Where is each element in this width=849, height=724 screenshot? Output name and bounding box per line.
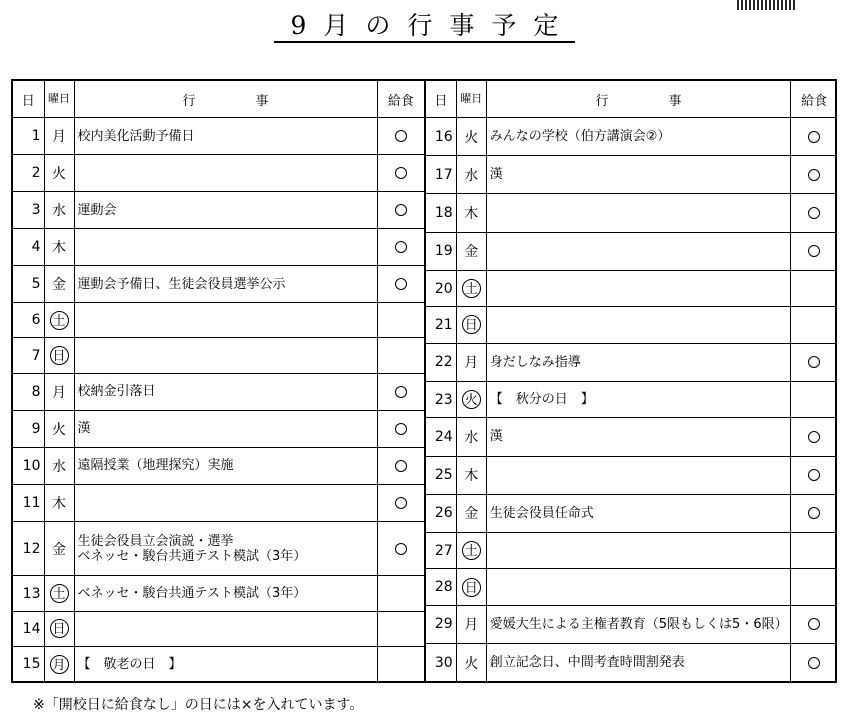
event-text: 漢 (489, 429, 503, 445)
meal-cell (791, 569, 837, 605)
event-text: 生徒会役員任命式 (489, 505, 594, 521)
weekday-label: 火 (52, 421, 66, 438)
event-cell (486, 343, 790, 381)
schedule-row (13, 611, 424, 646)
event-cell (74, 410, 377, 447)
event-cell (74, 521, 377, 576)
weekday-cell (456, 307, 486, 343)
meal-provided-icon (808, 507, 820, 519)
day-number: 16 (426, 118, 456, 156)
event-text: 運動会 (77, 202, 117, 218)
event-cell (74, 338, 377, 373)
schedule-row (426, 156, 837, 194)
schedule-row (426, 605, 837, 643)
day-number: 15 (13, 647, 44, 681)
schedule-row (426, 118, 837, 156)
weekday-label: 日 (50, 619, 69, 638)
event-cell (486, 381, 790, 417)
schedule-row (426, 644, 837, 682)
schedule-row (13, 192, 424, 229)
schedule-row (426, 381, 837, 417)
weekday-label: 月 (52, 129, 66, 146)
day-number: 7 (13, 338, 44, 373)
event-cell (486, 232, 790, 270)
weekday-cell (44, 118, 74, 155)
header-event: 行事 (486, 81, 790, 118)
day-number: 23 (426, 381, 456, 417)
weekday-cell (44, 373, 74, 410)
weekday-cell (456, 532, 486, 568)
event-cell (486, 156, 790, 194)
weekday-cell (44, 447, 74, 484)
schedule-column-left (13, 81, 424, 681)
meal-cell (791, 644, 837, 682)
weekday-label: 土 (462, 541, 481, 560)
day-number: 13 (13, 576, 44, 611)
meal-provided-icon (395, 423, 407, 435)
meal-provided-icon (808, 245, 820, 257)
schedule-row (426, 307, 837, 343)
weekday-cell (456, 118, 486, 156)
header-meal: 給食 (377, 81, 424, 118)
weekday-cell (44, 611, 74, 646)
page-title (0, 6, 849, 42)
event-cell (486, 456, 790, 494)
meal-cell (377, 338, 424, 373)
meal-provided-icon (808, 618, 820, 630)
meal-cell (791, 194, 837, 232)
schedule-table (11, 79, 837, 683)
weekday-cell (44, 647, 74, 681)
meal-cell (791, 456, 837, 494)
weekday-label: 金 (52, 541, 66, 558)
schedule-row (426, 343, 837, 381)
event-text: 校内美化活動予備日 (77, 128, 195, 144)
header-day: 日 (13, 81, 44, 118)
header-weekday: 曜日 (44, 81, 74, 118)
schedule-row (426, 194, 837, 232)
meal-provided-icon (395, 241, 407, 253)
meal-cell (377, 155, 424, 192)
meal-provided-icon (808, 131, 820, 143)
meal-cell (791, 343, 837, 381)
day-number: 5 (13, 266, 44, 303)
day-number: 18 (426, 194, 456, 232)
weekday-label: 日 (50, 346, 69, 365)
weekday-cell (44, 576, 74, 611)
meal-cell (377, 118, 424, 155)
day-number: 22 (426, 343, 456, 381)
schedule-row (13, 229, 424, 266)
meal-cell (791, 605, 837, 643)
weekday-label: 金 (464, 244, 479, 261)
weekday-cell (456, 605, 486, 643)
schedule-row (426, 418, 837, 456)
meal-cell (791, 532, 837, 568)
event-cell (74, 576, 377, 611)
event-cell (486, 270, 790, 306)
meal-cell (791, 307, 837, 343)
weekday-cell (44, 192, 74, 229)
meal-cell (377, 229, 424, 266)
meal-cell (377, 303, 424, 338)
event-text: 校納金引落日 (77, 384, 156, 400)
weekday-cell (456, 569, 486, 605)
day-number: 21 (426, 307, 456, 343)
weekday-cell (44, 155, 74, 192)
weekday-label: 木 (464, 468, 479, 485)
day-number: 11 (13, 484, 44, 521)
weekday-cell (44, 303, 74, 338)
meal-provided-icon (395, 497, 407, 509)
meal-provided-icon (808, 356, 820, 368)
schedule-row (426, 569, 837, 605)
meal-cell (791, 232, 837, 270)
weekday-label: 火 (464, 655, 479, 672)
weekday-label: 火 (464, 129, 479, 146)
title-text: 9月の行事予定 (274, 11, 576, 43)
weekday-label: 土 (462, 279, 481, 298)
weekday-cell (44, 521, 74, 576)
schedule-row (13, 521, 424, 576)
weekday-label: 土 (50, 311, 69, 330)
day-number: 12 (13, 521, 44, 576)
event-text: 生徒会役員立会演説・選挙 (77, 533, 234, 549)
event-cell (486, 194, 790, 232)
weekday-label: 月 (464, 355, 479, 372)
weekday-label: 水 (52, 203, 66, 220)
meal-provided-icon (395, 204, 407, 216)
day-number: 28 (426, 569, 456, 605)
meal-provided-icon (395, 278, 407, 290)
weekday-cell (456, 418, 486, 456)
header-event: 行事 (74, 81, 377, 118)
schedule-row (426, 270, 837, 306)
event-cell (74, 266, 377, 303)
weekday-label: 水 (52, 458, 66, 475)
day-number: 14 (13, 611, 44, 646)
meal-cell (377, 647, 424, 681)
schedule-row (13, 155, 424, 192)
weekday-label: 水 (464, 429, 479, 446)
day-number: 30 (426, 644, 456, 682)
meal-cell (377, 410, 424, 447)
meal-cell (377, 611, 424, 646)
weekday-cell (44, 484, 74, 521)
event-text: 愛媛大生による主権者教育（5限もしくは5・6限） (489, 616, 788, 632)
weekday-label: 金 (52, 277, 66, 294)
event-cell (486, 644, 790, 682)
schedule-row (13, 647, 424, 681)
schedule-row (426, 494, 837, 532)
meal-cell (791, 381, 837, 417)
meal-provided-icon (808, 431, 820, 443)
meal-provided-icon (808, 469, 820, 481)
meal-provided-icon (395, 130, 407, 142)
meal-cell (791, 270, 837, 306)
schedule-row (13, 303, 424, 338)
event-text: 創立記念日、中間考査時間割発表 (489, 655, 685, 670)
header-meal: 給食 (791, 81, 837, 118)
meal-cell (377, 521, 424, 576)
weekday-cell (456, 194, 486, 232)
event-cell (486, 532, 790, 568)
meal-provided-icon (395, 460, 407, 472)
event-cell (74, 484, 377, 521)
weekday-label: 月 (52, 384, 66, 401)
day-number: 1 (13, 118, 44, 155)
day-number: 9 (13, 410, 44, 447)
weekday-label: 木 (464, 206, 479, 223)
meal-cell (791, 494, 837, 532)
weekday-cell (456, 270, 486, 306)
event-cell (74, 303, 377, 338)
event-text: 運動会予備日、生徒会役員選挙公示 (77, 276, 286, 292)
weekday-cell (456, 494, 486, 532)
weekday-cell (456, 381, 486, 417)
weekday-label: 金 (464, 506, 479, 523)
weekday-cell (44, 229, 74, 266)
weekday-cell (456, 156, 486, 194)
event-cell (74, 647, 377, 681)
qr-code-icon (737, 0, 795, 10)
weekday-label: 日 (462, 315, 481, 334)
schedule-row (13, 118, 424, 155)
day-number: 19 (426, 232, 456, 270)
schedule-row (13, 338, 424, 373)
schedule-row (13, 410, 424, 447)
weekday-cell (44, 338, 74, 373)
meal-cell (377, 576, 424, 611)
meal-provided-icon (808, 169, 820, 181)
schedule-row (426, 532, 837, 568)
event-cell (486, 118, 790, 156)
weekday-cell (456, 644, 486, 682)
day-number: 29 (426, 605, 456, 643)
event-cell (486, 569, 790, 605)
meal-cell (377, 373, 424, 410)
day-number: 6 (13, 303, 44, 338)
event-cell (486, 418, 790, 456)
day-number: 8 (13, 373, 44, 410)
weekday-cell (44, 266, 74, 303)
weekday-label: 木 (52, 240, 66, 257)
event-cell (74, 155, 377, 192)
schedule-row (13, 484, 424, 521)
event-text: 漢 (489, 167, 503, 183)
weekday-label: 土 (50, 584, 69, 603)
schedule-row (13, 373, 424, 410)
event-text: ベネッセ・駿台共通テスト模試（3年） (77, 586, 307, 602)
weekday-label: 月 (50, 655, 69, 674)
meal-provided-icon (808, 657, 820, 669)
weekday-label: 火 (52, 166, 66, 183)
schedule-row (426, 232, 837, 270)
event-text: 【 秋分の日 】 (489, 392, 594, 408)
header-weekday: 曜日 (456, 81, 486, 118)
schedule-row (426, 456, 837, 494)
weekday-label: 月 (464, 617, 479, 634)
event-cell (74, 229, 377, 266)
meal-cell (377, 484, 424, 521)
event-cell (74, 373, 377, 410)
weekday-label: 木 (52, 495, 66, 512)
day-number: 27 (426, 532, 456, 568)
event-cell (74, 447, 377, 484)
schedule-column-right (424, 81, 837, 681)
weekday-label: 火 (462, 390, 481, 409)
weekday-label: 水 (464, 167, 479, 184)
event-text: 遠隔授業（地理探究）実施 (77, 458, 234, 474)
event-text: 漢 (77, 421, 91, 437)
event-cell (486, 605, 790, 643)
day-number: 10 (13, 447, 44, 484)
event-cell (74, 118, 377, 155)
day-number: 25 (426, 456, 456, 494)
schedule-row (13, 447, 424, 484)
day-number: 24 (426, 418, 456, 456)
meal-cell (791, 418, 837, 456)
meal-cell (791, 118, 837, 156)
meal-cell (791, 156, 837, 194)
event-cell (74, 192, 377, 229)
event-text-second-line: ベネッセ・駿台共通テスト模試（3年） (77, 548, 307, 564)
meal-provided-icon (395, 386, 407, 398)
meal-provided-icon (395, 543, 407, 555)
meal-cell (377, 447, 424, 484)
event-cell (486, 307, 790, 343)
event-text: 【 敬老の日 】 (77, 656, 182, 672)
meal-provided-icon (395, 167, 407, 179)
meal-cell (377, 192, 424, 229)
footnote: ※「開校日に給食なし」の日には×を入れています。 (33, 697, 364, 713)
day-number: 4 (13, 229, 44, 266)
schedule-row (13, 576, 424, 611)
event-cell (74, 611, 377, 646)
meal-cell (377, 266, 424, 303)
weekday-cell (44, 410, 74, 447)
weekday-label: 日 (462, 578, 481, 597)
header-day: 日 (426, 81, 456, 118)
weekday-cell (456, 343, 486, 381)
day-number: 20 (426, 270, 456, 306)
day-number: 17 (426, 156, 456, 194)
event-cell (486, 494, 790, 532)
meal-provided-icon (808, 207, 820, 219)
event-text: みんなの学校（伯方講演会②） (489, 129, 671, 145)
weekday-cell (456, 232, 486, 270)
day-number: 2 (13, 155, 44, 192)
weekday-cell (456, 456, 486, 494)
day-number: 26 (426, 494, 456, 532)
schedule-row (13, 266, 424, 303)
day-number: 3 (13, 192, 44, 229)
event-text: 身だしなみ指導 (489, 354, 581, 370)
